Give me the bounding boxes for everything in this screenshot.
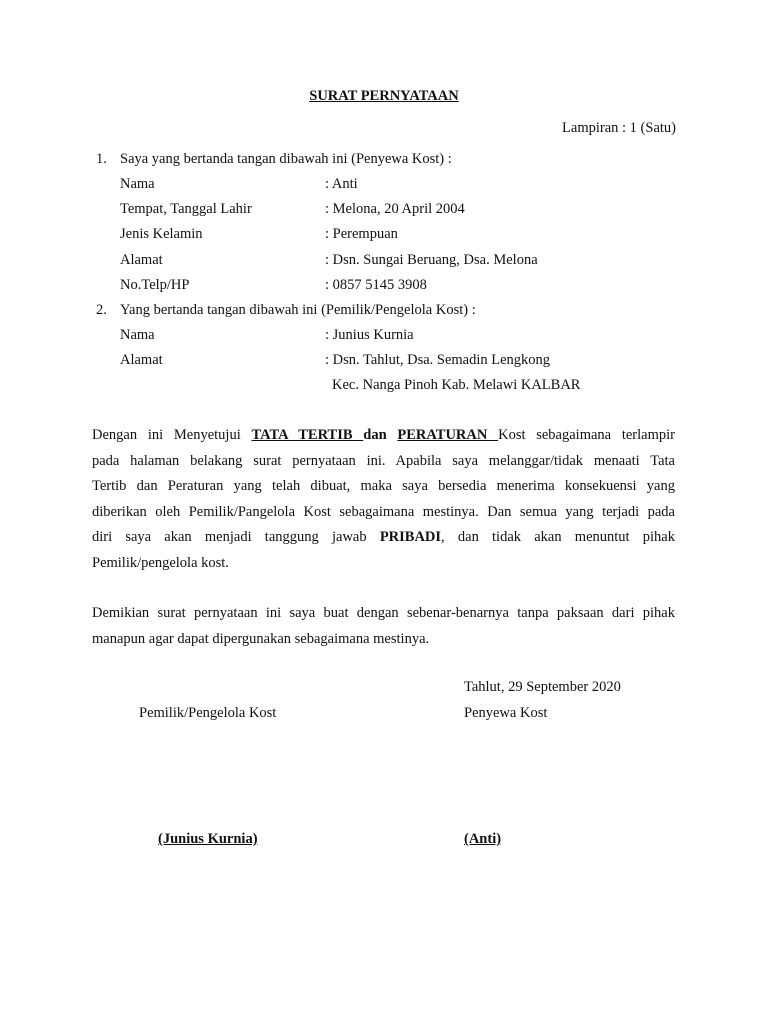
text-run: diri saya akan menjadi tanggung jawab [92, 529, 380, 546]
owner-field-row-name [0, 327, 768, 347]
document-title: SURAT PERNYATAAN [309, 88, 459, 104]
field-label: Alamat [120, 252, 163, 268]
owner-signature-name: (Junius Kurnia) [158, 831, 258, 847]
field-label: Nama [120, 176, 155, 192]
text-run-bold: dan [363, 427, 398, 443]
text-run: , dan tidak akan menuntut pihak [441, 529, 675, 546]
field-row-name [0, 176, 768, 196]
regulations-emphasis: PERATURAN [397, 427, 499, 443]
field-value: : Dsn. Tahlut, Dsa. Semadin Lengkong [325, 352, 551, 368]
owner-field-row-address [0, 352, 768, 372]
section-2-number: 2. [96, 302, 107, 318]
field-row-gender [0, 226, 768, 246]
field-row-birth [0, 201, 768, 221]
field-row-address [0, 252, 768, 272]
rules-emphasis: TATA TERTIB [251, 427, 364, 443]
field-value: : Dsn. Sungai Beruang, Dsa. Melona [325, 252, 538, 268]
field-value: : Perempuan [325, 226, 398, 242]
paragraph-line: manapun agar dapat dipergunakan sebagaimana mestinya. [92, 630, 430, 647]
field-label: Tempat, Tanggal Lahir [120, 201, 252, 217]
personal-emphasis: PRIBADI [379, 529, 442, 546]
agreement-paragraph [92, 423, 675, 577]
owner-address-continued: Kec. Nanga Pinoh Kab. Melawi KALBAR [332, 377, 581, 393]
section-1-number: 1. [96, 151, 107, 167]
section-2-heading: Yang bertanda tangan dibawah ini (Pemilik/Pengelola Kost) : [120, 302, 476, 318]
section-1-heading-row [0, 151, 768, 171]
section-2-heading-row [0, 302, 768, 322]
tenant-signature-name: (Anti) [464, 831, 502, 847]
paragraph-line: Pemilik/pengelola kost. [92, 554, 229, 571]
field-label: Nama [120, 327, 155, 343]
place-date: Tahlut, 29 September 2020 [464, 679, 621, 695]
paragraph-line: Tertib dan Peraturan yang telah dibuat, maka saya bersedia menerima konsekuensi yang [92, 478, 675, 495]
field-value: : Anti [325, 176, 358, 192]
paragraph-line [92, 423, 675, 449]
field-row-phone [0, 277, 768, 297]
text-run: Kost sebagaimana terlampir [498, 427, 675, 443]
paragraph-line: pada halaman belakang surat pernyataan ini. Apabila saya melanggar/tidak menaati Tata [92, 452, 675, 469]
closing-paragraph [92, 601, 675, 652]
field-label: No.Telp/HP [120, 277, 190, 293]
field-value: : Junius Kurnia [325, 327, 414, 343]
owner-address-continued-row [0, 377, 768, 397]
section-1-heading: Saya yang bertanda tangan dibawah ini (Penyewa Kost) : [120, 151, 452, 167]
field-value: : 0857 5145 3908 [325, 277, 427, 293]
tenant-role: Penyewa Kost [464, 705, 548, 721]
paragraph-line: Demikian surat pernyataan ini saya buat dengan sebenar-benarnya tanpa paksaan dari pihak [92, 605, 675, 621]
field-label: Jenis Kelamin [120, 226, 203, 242]
owner-role: Pemilik/Pengelola Kost [139, 705, 277, 721]
field-label: Alamat [120, 352, 163, 368]
field-value: : Melona, 20 April 2004 [325, 201, 465, 217]
attachment-note: Lampiran : 1 (Satu) [562, 120, 676, 136]
text-run: Dengan ini Menyetujui [92, 427, 252, 443]
paragraph-line: diberikan oleh Pemilik/Pangelola Kost sebagaimana mestinya. Dan semua yang terjadi pada [92, 503, 675, 520]
paragraph-line [92, 525, 675, 551]
